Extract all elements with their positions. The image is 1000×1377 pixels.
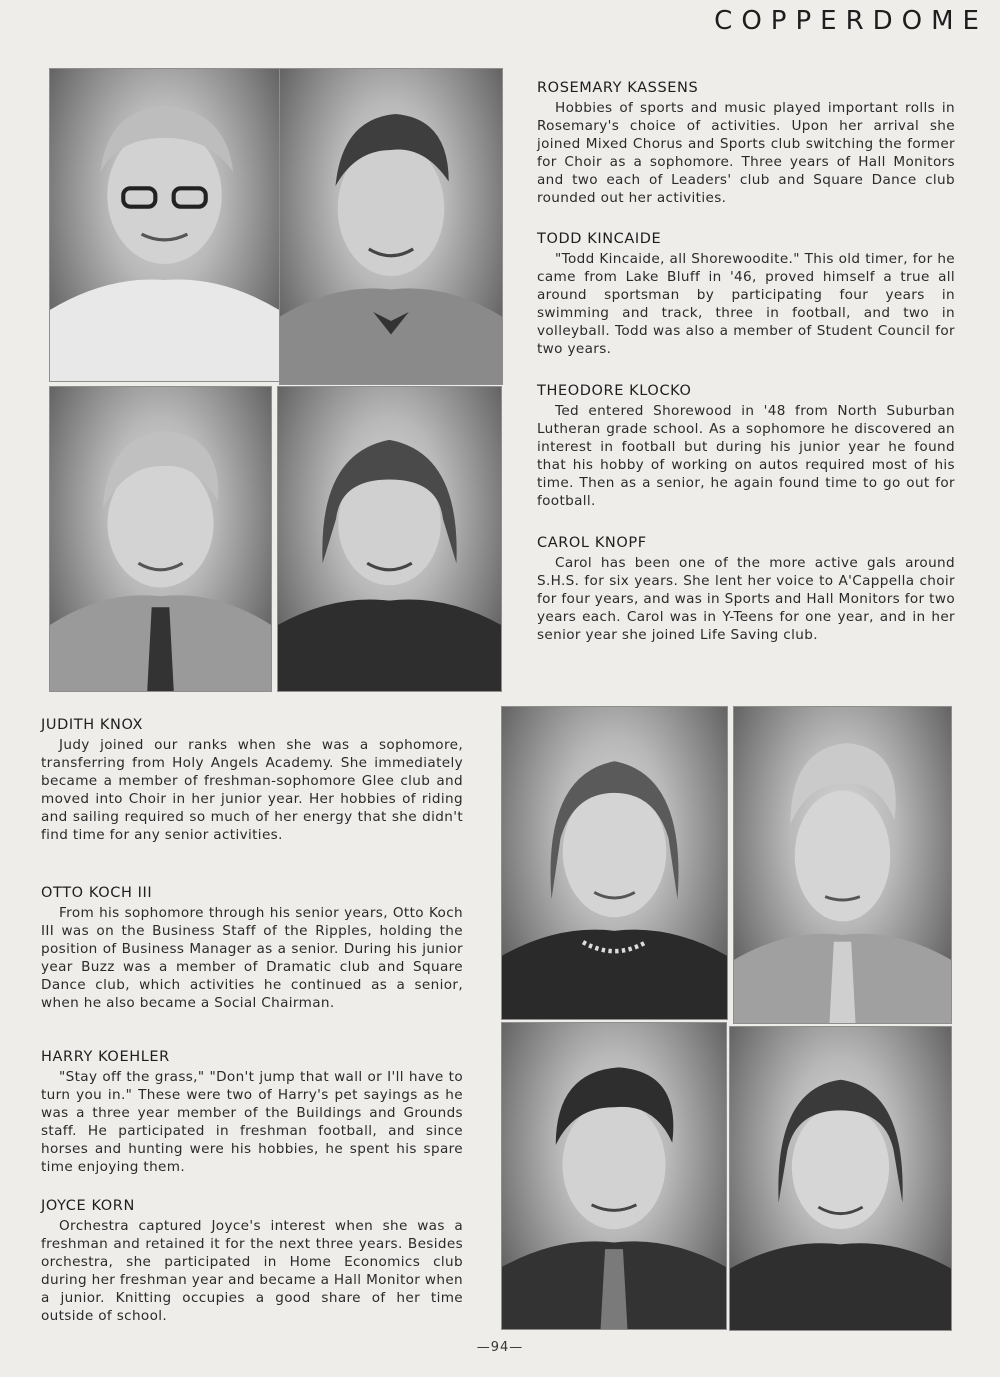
yearbook-title: COPPERDOME [714, 6, 988, 36]
bio-text: "Todd Kincaide, all Shorewoodite." This old timer, for he came from Lake Bluff in '46, proved himself a true all around sportsman by participating four years in swimming and track, three in football, and two in volleyball. Todd was also a member of Student Council for two years. [537, 251, 955, 357]
student-name: ROSEMARY KASSENS [537, 80, 699, 96]
bio-text: Orchestra captured Joyce's interest when she was a freshman and retained it for the next three years. Besides orchestra, she participated in Home Economics club during her freshman year and became a Hall Monitor when a junior. Knitting occupies a good share of her time outside of school. [41, 1218, 464, 1324]
student-name: TODD KINCAIDE [537, 231, 662, 247]
student-bio [41, 717, 463, 844]
student-name: HARRY KOEHLER [41, 1049, 170, 1065]
portrait-photo [729, 1026, 952, 1331]
student-name: THEODORE KLOCKO [537, 383, 692, 399]
student-bio [537, 383, 955, 510]
student-bio [41, 1198, 463, 1325]
bio-text: Carol has been one of the more active gals around S.H.S. for six years. She lent her voice to A'Cappella choir for four years, and was in Sports and Hall Monitors for two years each. Carol was in Y-Teens for one year, and in her senior year she joined Life Saving club. [537, 555, 955, 643]
portrait-photo [49, 68, 280, 382]
portrait-photo [733, 706, 952, 1024]
student-name: JUDITH KNOX [41, 717, 144, 733]
student-bio [41, 885, 463, 1012]
student-bio [537, 535, 955, 644]
student-name: CAROL KNOPF [537, 535, 647, 551]
student-bio [41, 1049, 463, 1176]
student-bio [537, 231, 955, 358]
bio-text: From his sophomore through his senior years, Otto Koch III was on the Business Staff of the Ripples, holding the position of Business Manager as a senior. During his junior year Buzz was a member of Dramatic club and Square Dance club, which activities he continued as a senior, when he also became a Social Chairman. [41, 905, 463, 1011]
portrait-photo [49, 386, 272, 692]
portrait-photo [277, 386, 502, 692]
page-number: —94— [476, 1340, 524, 1355]
bio-text: "Stay off the grass," "Don't jump that wall or I'll have to turn you in." These were two of Harry's pet sayings as he was a three year member of the Buildings and Grounds staff. He participated in freshman football, and since horses and hunting were his hobbies, he spent his spare time enjoying them. [41, 1069, 463, 1175]
portrait-photo [501, 1022, 727, 1330]
bio-text: Judy joined our ranks when she was a sophomore, transferring from Holy Angels Academy. She immediately became a member of freshman-sophomore Glee club and moved into Choir in her junior year. Her hobbies of riding and sailing required so much of her energy that she didn't find time for any senior activities. [41, 737, 463, 843]
student-name: JOYCE KORN [41, 1198, 135, 1214]
student-name: OTTO KOCH III [41, 885, 153, 901]
portrait-photo [279, 68, 503, 385]
student-bio [537, 80, 955, 207]
bio-text: Hobbies of sports and music played important rolls in Rosemary's choice of activities. Upon her arrival she joined Mixed Chorus and Sports club switching the former for Choir as a sophomore. Three years of Hall Monitors and two each of Leaders' club and Square Dance club rounded out her activities. [537, 100, 955, 206]
bio-text: Ted entered Shorewood in '48 from North Suburban Lutheran grade school. As a sophomore he discovered an interest in football but during his junior year he found that his hobby of working on autos required most of his time. Then as a senior, he again found time to go out for football. [537, 403, 955, 509]
portrait-photo [501, 706, 728, 1020]
